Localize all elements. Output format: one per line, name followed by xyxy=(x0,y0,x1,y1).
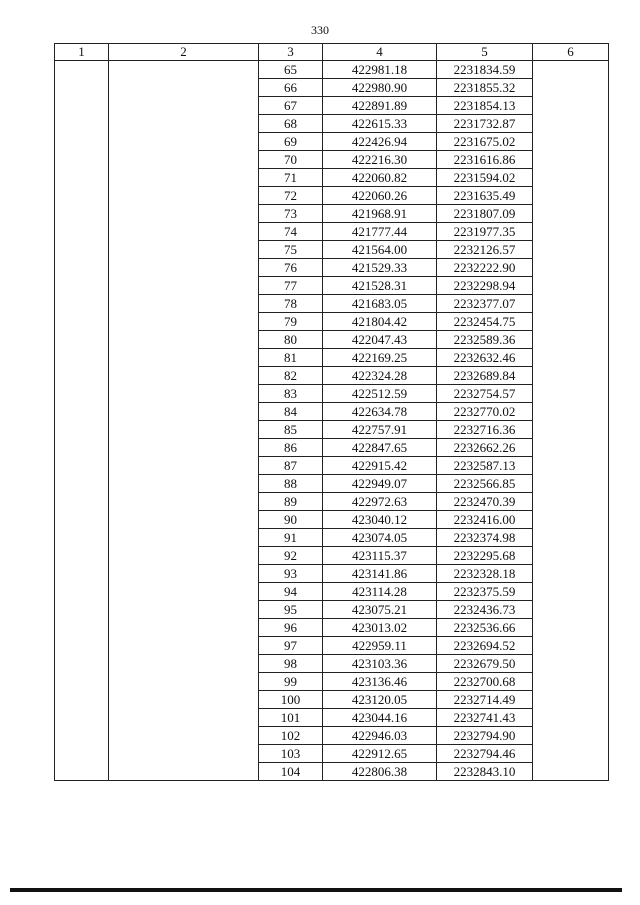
point-number-cell: 104 xyxy=(259,763,323,781)
y-coordinate-cell: 2231834.59 xyxy=(437,61,533,79)
column-header-6: 6 xyxy=(533,44,609,61)
y-coordinate-cell: 2232679.50 xyxy=(437,655,533,673)
x-coordinate-cell: 422980.90 xyxy=(323,79,437,97)
point-number-cell: 70 xyxy=(259,151,323,169)
point-number-cell: 100 xyxy=(259,691,323,709)
x-coordinate-cell: 423075.21 xyxy=(323,601,437,619)
x-coordinate-cell: 422806.38 xyxy=(323,763,437,781)
point-number-cell: 88 xyxy=(259,475,323,493)
point-number-cell: 79 xyxy=(259,313,323,331)
y-coordinate-cell: 2232694.52 xyxy=(437,637,533,655)
x-coordinate-cell: 423040.12 xyxy=(323,511,437,529)
table-row xyxy=(55,61,609,79)
x-coordinate-cell: 422915.42 xyxy=(323,457,437,475)
y-coordinate-cell: 2232222.90 xyxy=(437,259,533,277)
y-coordinate-cell: 2231616.86 xyxy=(437,151,533,169)
point-number-cell: 91 xyxy=(259,529,323,547)
y-coordinate-cell: 2231635.49 xyxy=(437,187,533,205)
y-coordinate-cell: 2232374.98 xyxy=(437,529,533,547)
x-coordinate-cell: 422634.78 xyxy=(323,403,437,421)
point-number-cell: 81 xyxy=(259,349,323,367)
x-coordinate-cell: 421683.05 xyxy=(323,295,437,313)
point-number-cell: 73 xyxy=(259,205,323,223)
y-coordinate-cell: 2232632.46 xyxy=(437,349,533,367)
x-coordinate-cell: 422169.25 xyxy=(323,349,437,367)
column-header-4: 4 xyxy=(323,44,437,61)
x-coordinate-cell: 422512.59 xyxy=(323,385,437,403)
x-coordinate-cell: 422946.03 xyxy=(323,727,437,745)
point-number-cell: 99 xyxy=(259,673,323,691)
column-header-2: 2 xyxy=(109,44,259,61)
x-coordinate-cell: 422615.33 xyxy=(323,115,437,133)
y-coordinate-cell: 2232794.46 xyxy=(437,745,533,763)
point-number-cell: 96 xyxy=(259,619,323,637)
x-coordinate-cell: 423120.05 xyxy=(323,691,437,709)
point-number-cell: 92 xyxy=(259,547,323,565)
x-coordinate-cell: 423044.16 xyxy=(323,709,437,727)
point-number-cell: 89 xyxy=(259,493,323,511)
point-number-cell: 65 xyxy=(259,61,323,79)
column-header-5: 5 xyxy=(437,44,533,61)
y-coordinate-cell: 2232770.02 xyxy=(437,403,533,421)
x-coordinate-cell: 423103.36 xyxy=(323,655,437,673)
point-number-cell: 83 xyxy=(259,385,323,403)
point-number-cell: 80 xyxy=(259,331,323,349)
y-coordinate-cell: 2232589.36 xyxy=(437,331,533,349)
column-header-1: 1 xyxy=(55,44,109,61)
x-coordinate-cell: 422891.89 xyxy=(323,97,437,115)
x-coordinate-cell: 423114.28 xyxy=(323,583,437,601)
coordinates-table xyxy=(54,43,609,781)
y-coordinate-cell: 2232536.66 xyxy=(437,619,533,637)
y-coordinate-cell: 2232587.13 xyxy=(437,457,533,475)
point-number-cell: 103 xyxy=(259,745,323,763)
point-number-cell: 98 xyxy=(259,655,323,673)
point-number-cell: 77 xyxy=(259,277,323,295)
y-coordinate-cell: 2232566.85 xyxy=(437,475,533,493)
x-coordinate-cell: 422324.28 xyxy=(323,367,437,385)
point-number-cell: 69 xyxy=(259,133,323,151)
y-coordinate-cell: 2231732.87 xyxy=(437,115,533,133)
y-coordinate-cell: 2232126.57 xyxy=(437,241,533,259)
x-coordinate-cell: 422959.11 xyxy=(323,637,437,655)
point-number-cell: 97 xyxy=(259,637,323,655)
y-coordinate-cell: 2232436.73 xyxy=(437,601,533,619)
point-number-cell: 66 xyxy=(259,79,323,97)
x-coordinate-cell: 421564.00 xyxy=(323,241,437,259)
y-coordinate-cell: 2232794.90 xyxy=(437,727,533,745)
column-1-cell xyxy=(55,61,109,781)
x-coordinate-cell: 423136.46 xyxy=(323,673,437,691)
x-coordinate-cell: 421777.44 xyxy=(323,223,437,241)
point-number-cell: 78 xyxy=(259,295,323,313)
x-coordinate-cell: 422060.82 xyxy=(323,169,437,187)
x-coordinate-cell: 423074.05 xyxy=(323,529,437,547)
y-coordinate-cell: 2232714.49 xyxy=(437,691,533,709)
column-2-cell xyxy=(109,61,259,781)
y-coordinate-cell: 2232754.57 xyxy=(437,385,533,403)
point-number-cell: 85 xyxy=(259,421,323,439)
y-coordinate-cell: 2231854.13 xyxy=(437,97,533,115)
x-coordinate-cell: 421529.33 xyxy=(323,259,437,277)
point-number-cell: 68 xyxy=(259,115,323,133)
x-coordinate-cell: 422757.91 xyxy=(323,421,437,439)
x-coordinate-cell: 422912.65 xyxy=(323,745,437,763)
x-coordinate-cell: 422972.63 xyxy=(323,493,437,511)
point-number-cell: 84 xyxy=(259,403,323,421)
point-number-cell: 76 xyxy=(259,259,323,277)
point-number-cell: 90 xyxy=(259,511,323,529)
point-number-cell: 71 xyxy=(259,169,323,187)
x-coordinate-cell: 422426.94 xyxy=(323,133,437,151)
page-number: 330 xyxy=(311,23,329,37)
bottom-rule xyxy=(10,888,622,892)
y-coordinate-cell: 2232375.59 xyxy=(437,583,533,601)
point-number-cell: 94 xyxy=(259,583,323,601)
y-coordinate-cell: 2232454.75 xyxy=(437,313,533,331)
x-coordinate-cell: 421804.42 xyxy=(323,313,437,331)
point-number-cell: 74 xyxy=(259,223,323,241)
point-number-cell: 75 xyxy=(259,241,323,259)
column-6-cell xyxy=(533,61,609,781)
x-coordinate-cell: 421968.91 xyxy=(323,205,437,223)
y-coordinate-cell: 2231855.32 xyxy=(437,79,533,97)
x-coordinate-cell: 422981.18 xyxy=(323,61,437,79)
table-body xyxy=(55,61,609,781)
y-coordinate-cell: 2232689.84 xyxy=(437,367,533,385)
x-coordinate-cell: 422949.07 xyxy=(323,475,437,493)
point-number-cell: 67 xyxy=(259,97,323,115)
y-coordinate-cell: 2231807.09 xyxy=(437,205,533,223)
y-coordinate-cell: 2232295.68 xyxy=(437,547,533,565)
x-coordinate-cell: 423115.37 xyxy=(323,547,437,565)
y-coordinate-cell: 2232662.26 xyxy=(437,439,533,457)
y-coordinate-cell: 2232328.18 xyxy=(437,565,533,583)
y-coordinate-cell: 2231675.02 xyxy=(437,133,533,151)
point-number-cell: 102 xyxy=(259,727,323,745)
x-coordinate-cell: 422216.30 xyxy=(323,151,437,169)
point-number-cell: 101 xyxy=(259,709,323,727)
y-coordinate-cell: 2232843.10 xyxy=(437,763,533,781)
x-coordinate-cell: 423141.86 xyxy=(323,565,437,583)
x-coordinate-cell: 423013.02 xyxy=(323,619,437,637)
y-coordinate-cell: 2232741.43 xyxy=(437,709,533,727)
x-coordinate-cell: 421528.31 xyxy=(323,277,437,295)
y-coordinate-cell: 2231594.02 xyxy=(437,169,533,187)
x-coordinate-cell: 422847.65 xyxy=(323,439,437,457)
point-number-cell: 86 xyxy=(259,439,323,457)
point-number-cell: 72 xyxy=(259,187,323,205)
y-coordinate-cell: 2232416.00 xyxy=(437,511,533,529)
y-coordinate-cell: 2232470.39 xyxy=(437,493,533,511)
x-coordinate-cell: 422060.26 xyxy=(323,187,437,205)
column-header-3: 3 xyxy=(259,44,323,61)
point-number-cell: 82 xyxy=(259,367,323,385)
x-coordinate-cell: 422047.43 xyxy=(323,331,437,349)
point-number-cell: 95 xyxy=(259,601,323,619)
y-coordinate-cell: 2232700.68 xyxy=(437,673,533,691)
header-row xyxy=(55,44,609,61)
y-coordinate-cell: 2232377.07 xyxy=(437,295,533,313)
y-coordinate-cell: 2232298.94 xyxy=(437,277,533,295)
point-number-cell: 87 xyxy=(259,457,323,475)
y-coordinate-cell: 2231977.35 xyxy=(437,223,533,241)
y-coordinate-cell: 2232716.36 xyxy=(437,421,533,439)
point-number-cell: 93 xyxy=(259,565,323,583)
